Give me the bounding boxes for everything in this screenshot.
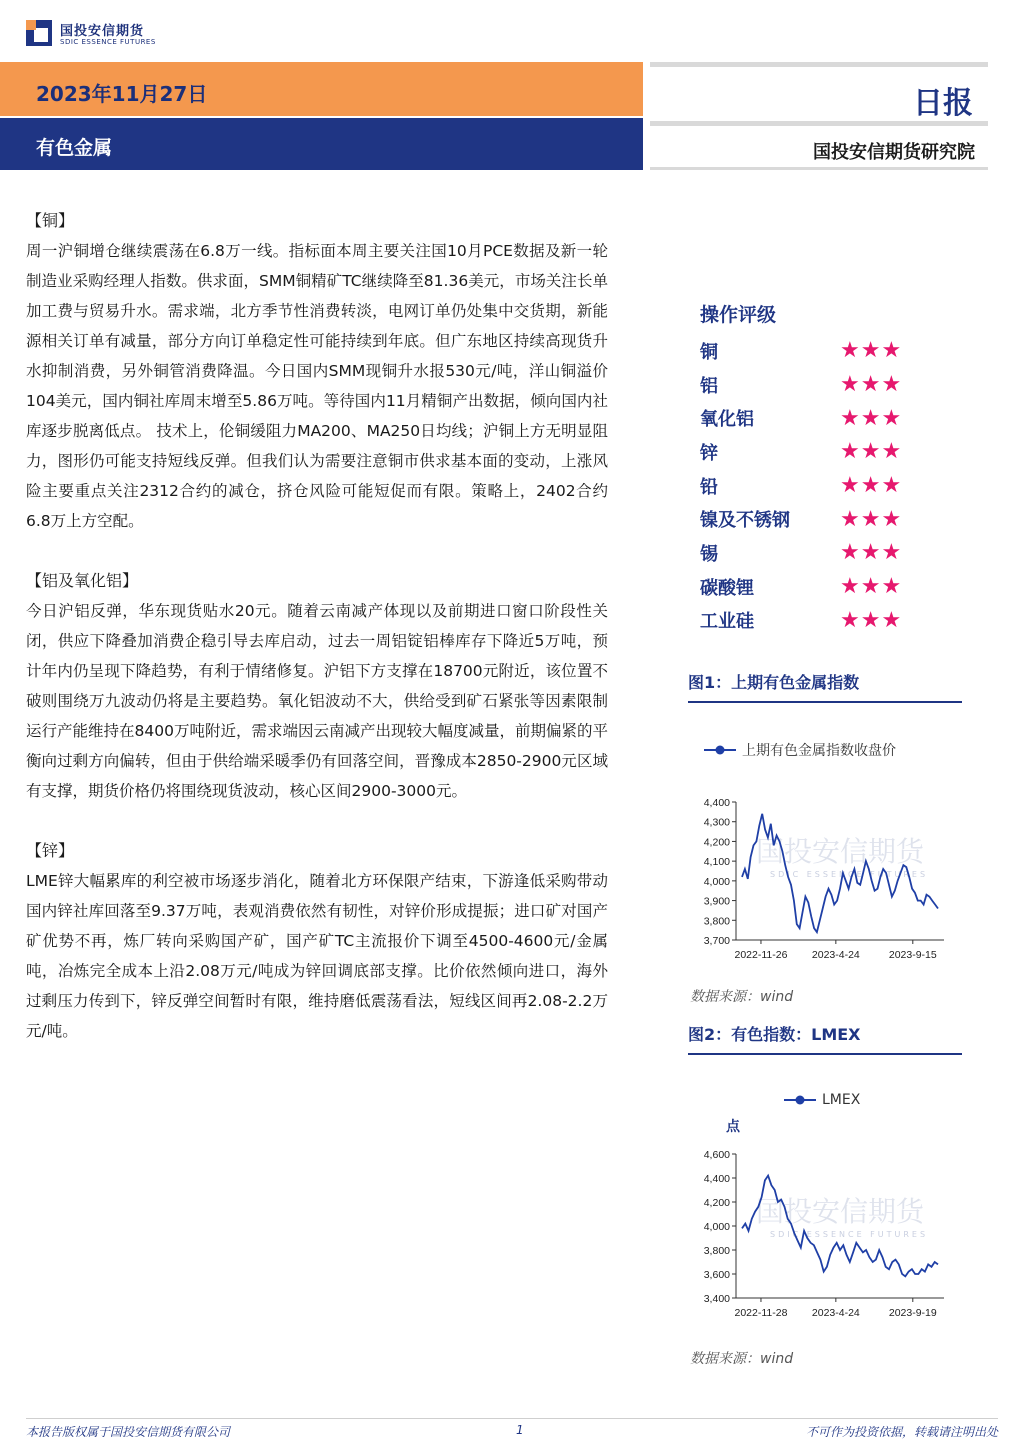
- chart-legend: [784, 1092, 860, 1108]
- rating-metal-name: 镍及不锈钢: [700, 510, 790, 532]
- company-logo-subtitle: SDIC ESSENCE FUTURES: [60, 38, 156, 46]
- company-logo-icon: [24, 18, 54, 48]
- watermark-text: 国投安信期货: [756, 835, 925, 868]
- figure-2: [688, 1022, 962, 1055]
- section-text: 今日沪铝反弹，华东现货贴水20元。随着云南减产体现以及前期进口窗口阶段性关闭，供应下降叠加消费企稳引导去库启动，过去一周铝锭铝棒库存下降近5万吨，预计年内仍呈现下降趋势，有利于情绪修复。沪铝下方支撑在18700元附近，该位置不破则围绕万九波动仍将是主要趋势。氧化铝波动不大，供给受到矿石紧张等因素限制运行产能维持在8400万吨附近，需求端因云南减产出现较大幅度减量，前期偏紧的平衡向过剩方向偏转，但由于供给端采暖季仍有回落空间，晋豫成本2850-2900元区域有支撑，期货价格仍将围绕现货波动，核心区间2900-3000元。: [26, 602, 608, 800]
- legend-label: 上期有色金属指数收盘价: [742, 743, 896, 759]
- figure-divider: [688, 701, 962, 703]
- rating-metal-name: 铜: [700, 341, 718, 363]
- chart-1: [690, 792, 960, 972]
- rating-stars: ★★★: [840, 574, 903, 600]
- rating-row: [700, 469, 960, 503]
- rating-stars: ★★★: [840, 506, 903, 532]
- rating-stars: ★★★: [840, 405, 903, 431]
- y-tick-label: 3,900: [703, 895, 730, 908]
- y-tick-label: 4,200: [703, 1197, 730, 1209]
- y-tick-label: 3,800: [703, 1245, 730, 1257]
- figure-1: [688, 670, 962, 703]
- report-body: [26, 206, 608, 1046]
- rating-title: 操作评级: [700, 304, 777, 326]
- rating-metal-name: 锌: [700, 442, 718, 464]
- rating-metal-name: 铝: [700, 375, 718, 397]
- rating-panel: [700, 300, 960, 637]
- section-title: 【锌】: [26, 841, 75, 860]
- section-text: LME锌大幅累库的利空被市场逐步消化，随着北方环保限产结束，下游逢低采购带动国内锌社库回落至9.37万吨，表观消费依然有韧性，对锌价形成提振；进口矿对国产矿优势不再，炼厂转向采购国产矿，国产矿TC主流报价下调至4500-4600元/金属吨，冶炼完全成本上沿2.08万元/吨成为锌回调底部支撑。比价依然倾向进口，海外过剩压力传到下，锌反弹空间暂时有限，维持磨低震荡看法，短线区间再2.08-2.2万元/吨。: [26, 872, 608, 1040]
- x-tick-label: 2022-11-28: [734, 1307, 788, 1319]
- x-tick-label: 2023-9-19: [888, 1307, 937, 1319]
- y-tick-label: 3,800: [703, 915, 730, 928]
- rating-stars: ★★★: [840, 607, 903, 633]
- series-line: [742, 814, 938, 932]
- rating-row: [700, 502, 960, 536]
- figure-source: 数据来源：wind: [690, 989, 794, 1005]
- x-tick-label: 2023-4-24: [811, 1307, 860, 1319]
- y-tick-label: 3,600: [703, 1269, 730, 1281]
- rating-metal-name: 铅: [700, 476, 718, 498]
- x-tick-label: 2022-11-26: [734, 949, 788, 961]
- y-tick-label: 4,300: [703, 816, 730, 829]
- y-tick-label: 4,400: [703, 1173, 730, 1185]
- rating-stars: ★★★: [840, 540, 903, 566]
- rating-row: [700, 536, 960, 570]
- rating-row: [700, 368, 960, 402]
- section-aluminum: [26, 566, 608, 806]
- rating-row: [700, 604, 960, 638]
- legend-line-icon: [784, 1094, 816, 1106]
- y-tick-label: 3,700: [703, 935, 730, 947]
- section-title: 【铜】: [26, 211, 75, 230]
- figure-title: 图1：上期有色金属指数: [688, 673, 860, 692]
- institute-name: 国投安信期货研究院: [813, 142, 975, 163]
- rating-stars: ★★★: [840, 439, 903, 465]
- rating-row: [700, 334, 960, 368]
- series-line: [742, 1176, 938, 1277]
- y-tick-label: 4,600: [703, 1149, 730, 1161]
- rating-metal-name: 碳酸锂: [700, 577, 754, 599]
- page-footer: [26, 1418, 998, 1441]
- report-type: 日报: [913, 86, 973, 121]
- x-tick-label: 2023-9-15: [888, 949, 937, 961]
- y-tick-label: 4,000: [703, 1221, 730, 1233]
- figure-title: 图2：有色指数：LMEX: [688, 1025, 861, 1044]
- rating-stars: ★★★: [840, 338, 903, 364]
- rating-row: [700, 570, 960, 604]
- y-axis-unit: 点: [726, 1119, 740, 1135]
- company-logo-text: 国投安信期货: [60, 24, 145, 39]
- legend-line-icon: [704, 744, 736, 756]
- x-tick-label: 2023-4-24: [811, 949, 860, 961]
- rating-stars: ★★★: [840, 372, 903, 398]
- legend-label: LMEX: [822, 1092, 861, 1108]
- watermark-subtext: SDIC ESSENCE FUTURES: [770, 1230, 929, 1239]
- section-text: 周一沪铜增仓继续震荡在6.8万一线。指标面本周主要关注国10月PCE数据及新一轮制造业采购经理人指数。供求面，SMM铜精矿TC继续降至81.36美元，市场关注长单加工费与贸易升水。需求端，北方季节性消费转淡，电网订单仍处集中交货期，新能源相关订单有减量，部分方向订单稳定性可能持续到年底。但广东地区持续高现货升水抑制消费，另外铜管消费降温。今日国内SMM现铜升水报530元/吨，洋山铜溢价104美元，国内铜社库周末增至5.86万吨。等待国内11月精铜产出数据，倾向国内社库逐步脱离低点。 技术上，伦铜缓阻力MA200、MA250日均线；沪铜上方无明显阻力，图形仍可能支持短线反弹。但我们认为需要注意铜市供求基本面的变动，上涨风险主要重点关注2312合约的减仓，挤仓风险可能短促而有限。策略上，2402合约6.8万上方空配。: [26, 242, 608, 530]
- figure-source: 数据来源：wind: [690, 1351, 794, 1367]
- y-tick-label: 4,000: [703, 875, 730, 888]
- rating-metal-name: 氧化铝: [700, 409, 754, 431]
- chart-2: [690, 1144, 960, 1330]
- footer-disclaimer: 不可作为投资依据，转载请注明出处: [805, 1425, 998, 1439]
- report-date: 2023年11月27日: [36, 82, 208, 106]
- watermark-text: 国投安信期货: [756, 1195, 925, 1228]
- section-title: 【铝及氧化铝】: [26, 571, 139, 590]
- y-tick-label: 4,200: [703, 836, 730, 849]
- section-zinc: [26, 836, 608, 1046]
- y-tick-label: 3,400: [703, 1293, 730, 1305]
- report-category: 有色金属: [36, 137, 113, 159]
- watermark-subtext: SDIC ESSENCE FUTURES: [770, 870, 929, 879]
- rating-metal-name: 锡: [700, 543, 718, 565]
- footer-copyright: 本报告版权属于国投安信期货有限公司: [26, 1425, 231, 1439]
- chart-legend: [704, 740, 896, 760]
- y-tick-label: 4,100: [703, 856, 730, 869]
- figure-divider: [688, 1053, 962, 1055]
- rating-row: [700, 435, 960, 469]
- page-number: 1: [516, 1423, 524, 1437]
- rating-metal-name: 工业硅: [700, 611, 754, 633]
- rating-row: [700, 401, 960, 435]
- y-tick-label: 4,400: [703, 797, 730, 809]
- rating-stars: ★★★: [840, 473, 903, 499]
- section-copper: [26, 206, 608, 536]
